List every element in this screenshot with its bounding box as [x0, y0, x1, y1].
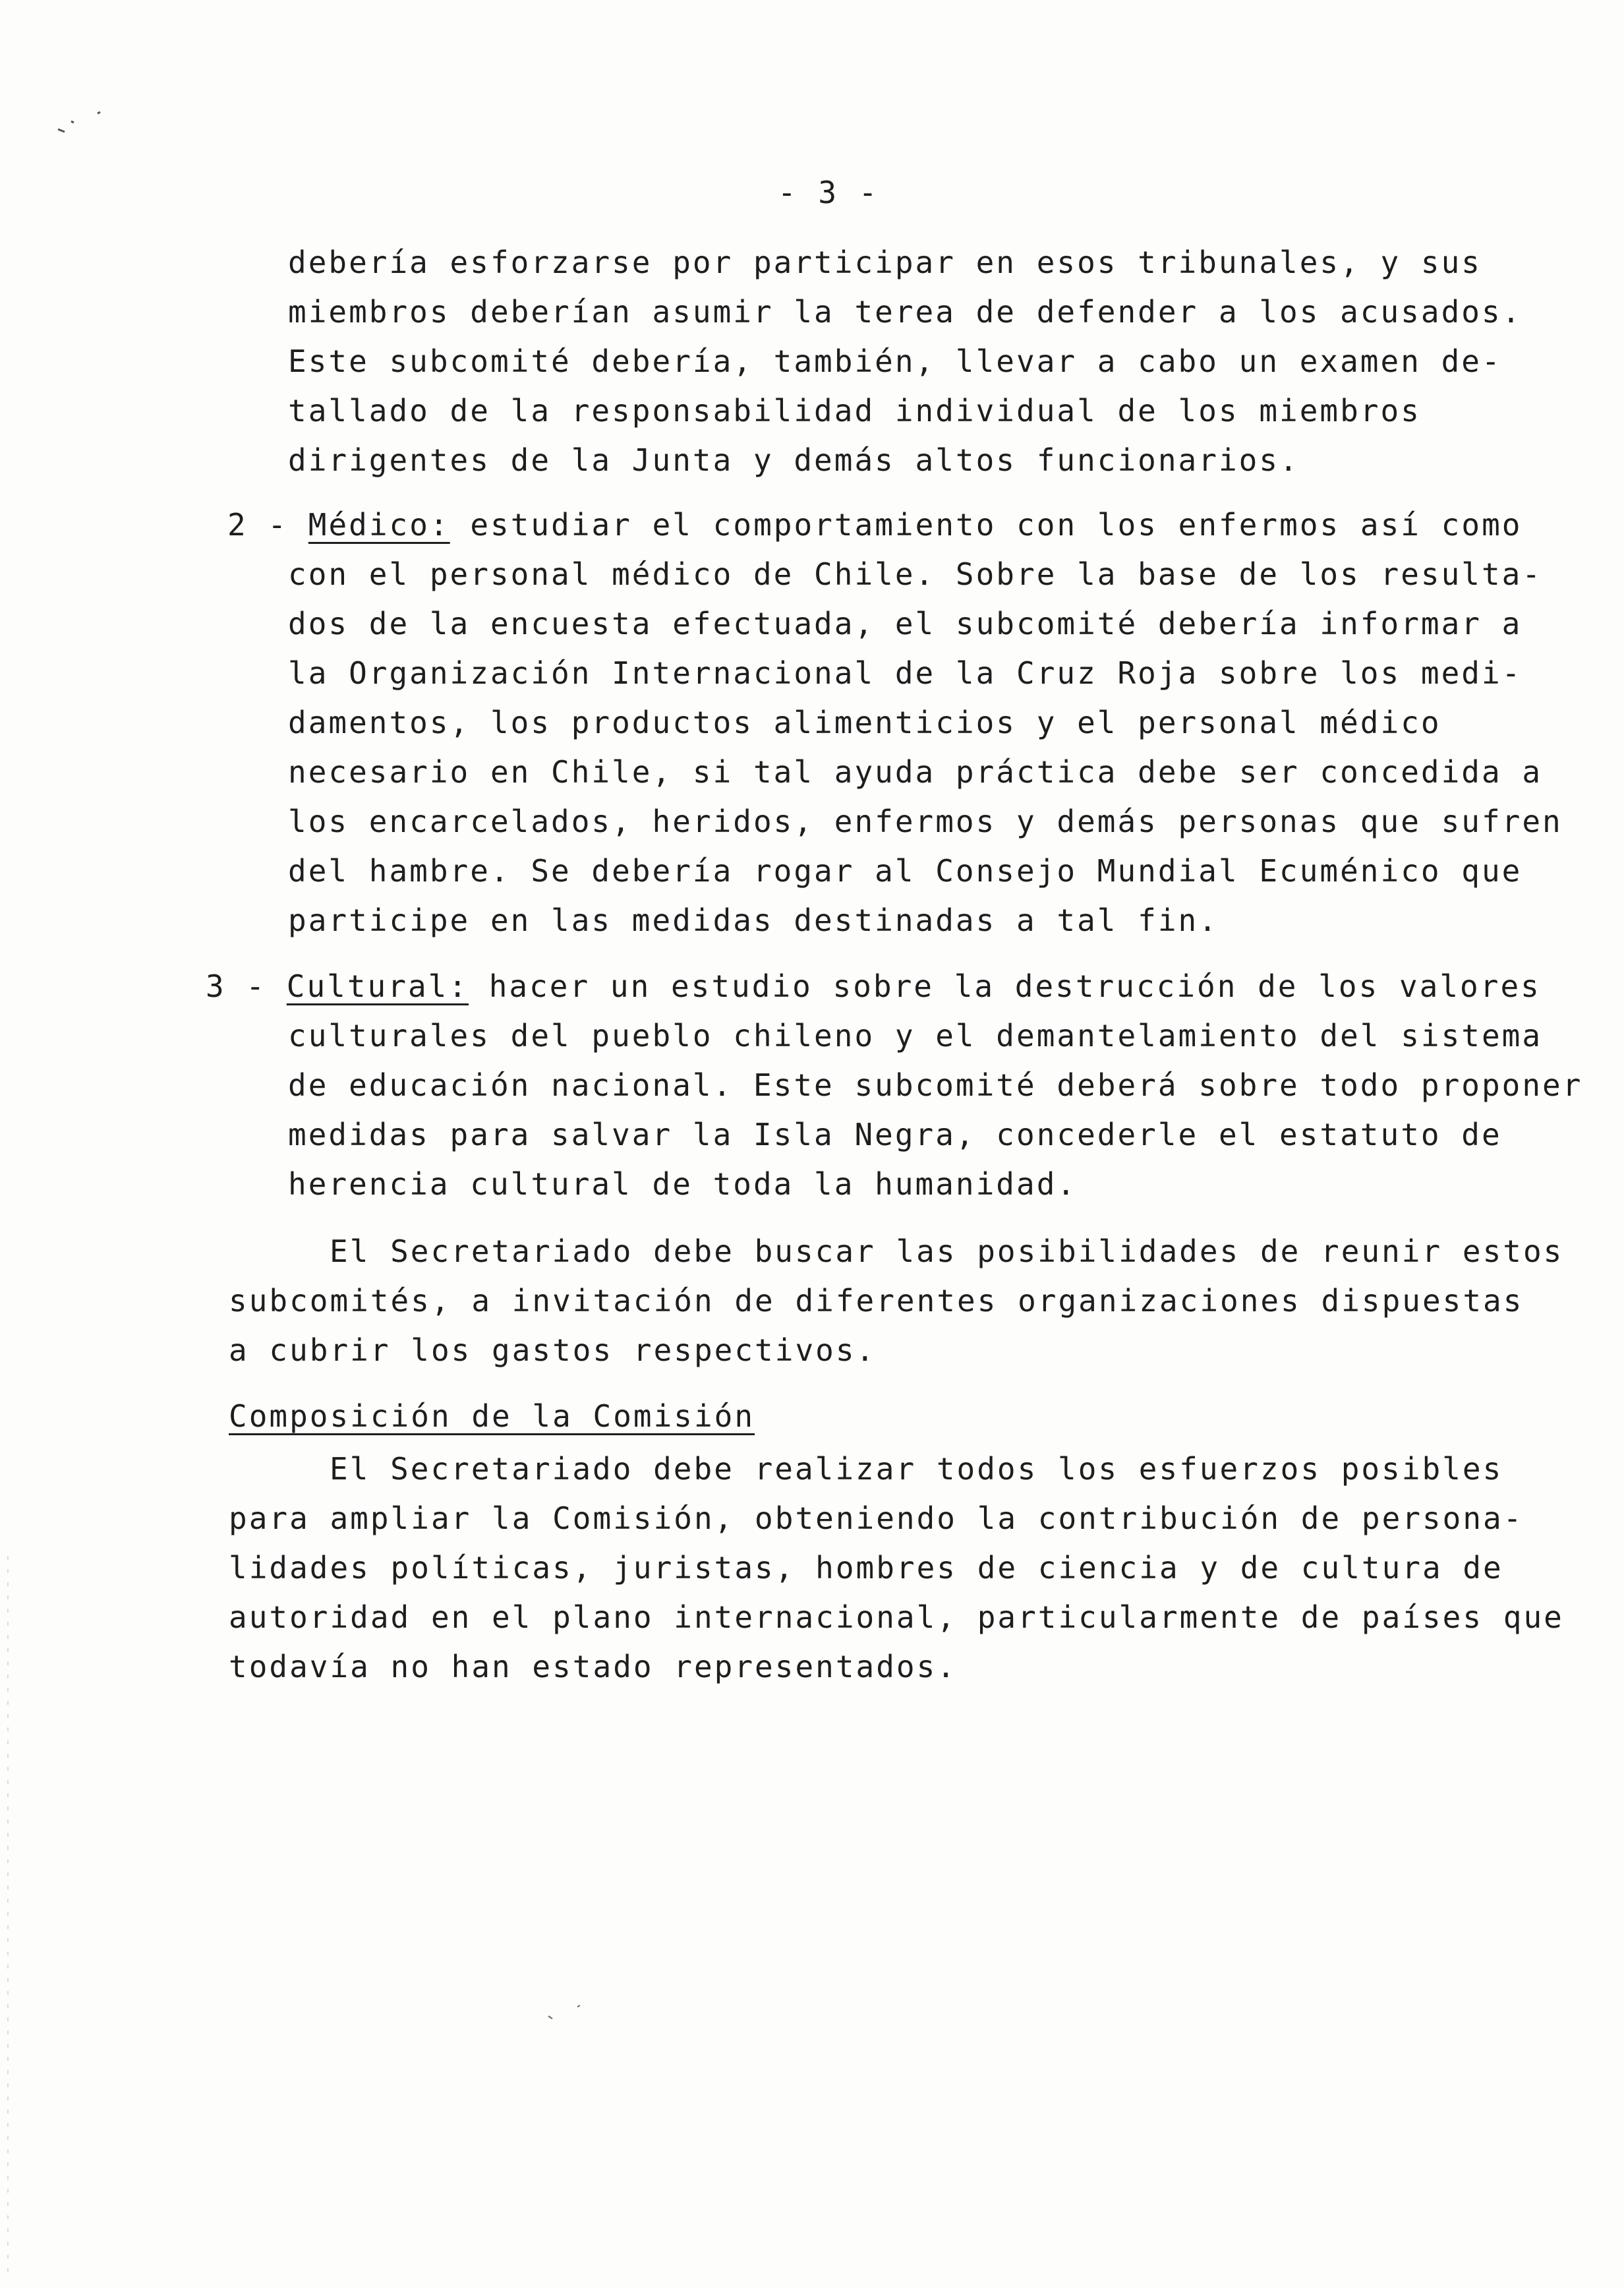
item-medico-line: dos de la encuesta efectuada, el subcomité debería informar a: [288, 606, 1522, 641]
intro-line: miembros deberían asumir la terea de defender a los acusados.: [288, 294, 1522, 330]
composicion-line: lidades políticas, juristas, hombres de ciencia y de cultura de: [229, 1550, 1503, 1586]
item-medico-line: la Organización Internacional de la Cruz Roja sobre los medi-: [288, 655, 1522, 691]
secretariado-line: El Secretariado debe buscar las posibilidades de reunir estos: [330, 1234, 1564, 1269]
composicion-line: El Secretariado debe realizar todos los esfuerzos posibles: [330, 1451, 1503, 1487]
intro-line: Este subcomité debería, también, llevar a cabo un examen de-: [288, 343, 1502, 379]
item-number: 3 -: [206, 968, 287, 1004]
item-medico-line: con el personal médico de Chile. Sobre la base de los resulta-: [288, 556, 1543, 592]
section-heading-composicion: Composición de la Comisión: [229, 1398, 755, 1434]
item-cultural-line: de educación nacional. Este subcomité deberá sobre todo proponer: [288, 1067, 1583, 1103]
intro-line: debería esforzarse por participar en esos tribunales, y sus: [288, 245, 1482, 280]
intro-line: tallado de la responsabilidad individual de los miembros: [288, 393, 1421, 429]
item-cultural-lead: [206, 966, 1541, 1006]
item-heading-cultural: Cultural:: [286, 968, 469, 1004]
composicion-line: autoridad en el plano internacional, particularmente de países que: [229, 1599, 1564, 1635]
item-medico-line: del hambre. Se debería rogar al Consejo Mundial Ecuménico que: [288, 853, 1522, 889]
composicion-line: para ampliar la Comisión, obteniendo la contribución de persona-: [229, 1501, 1524, 1536]
composicion-line: todavía no han estado representados.: [229, 1649, 957, 1684]
item-medico-line: participe en las medidas destinadas a tal fin.: [288, 903, 1219, 938]
item-cultural-line: herencia cultural de toda la humanidad.: [288, 1166, 1078, 1202]
secretariado-line: a cubrir los gastos respectivos.: [229, 1332, 877, 1368]
item-medico-line: necesario en Chile, si tal ayuda práctica debe ser concedida a: [288, 754, 1543, 790]
page-number: - 3 -: [778, 175, 879, 210]
item-heading-medico: Médico:: [308, 507, 450, 543]
item-medico-line: damentos, los productos alimenticios y el personal médico: [288, 705, 1441, 740]
item-cultural-line: culturales del pueblo chileno y el demantelamiento del sistema: [288, 1018, 1543, 1054]
intro-line: dirigentes de la Junta y demás altos funcionarios.: [288, 442, 1300, 478]
item-medico-lead: [227, 505, 1522, 545]
item-number: 2 -: [227, 507, 308, 543]
item-lead-text: estudiar el comportamiento con los enfermos así como: [450, 507, 1522, 543]
item-medico-line: los encarcelados, heridos, enfermos y demás personas que sufren: [288, 804, 1563, 839]
item-lead-text: hacer un estudio sobre la destrucción de los valores: [469, 968, 1541, 1004]
item-cultural-line: medidas para salvar la Isla Negra, concederle el estatuto de: [288, 1117, 1502, 1152]
secretariado-line: subcomités, a invitación de diferentes organizaciones dispuestas: [229, 1283, 1524, 1319]
